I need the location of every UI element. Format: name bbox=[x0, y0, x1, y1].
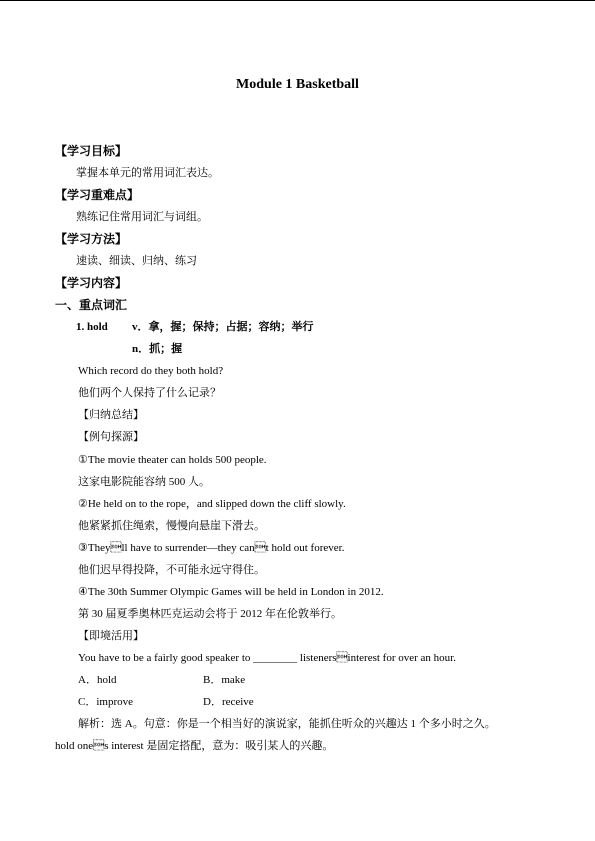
summary-label: 【归纳总结】 bbox=[78, 409, 144, 421]
heading-method: 【学习方法】 bbox=[55, 232, 128, 246]
vocab-entry-hold bbox=[76, 320, 314, 334]
heading-key-vocabulary: 一、重点词汇 bbox=[55, 298, 128, 312]
method-text: 速读、细读、归纳、练习 bbox=[76, 255, 197, 267]
document-title: Module 1 Basketball bbox=[236, 77, 359, 92]
analysis-line-2: hold ones interest 是固定搭配，意为：吸引某人的兴趣。 bbox=[55, 740, 334, 752]
option-a: A．hold bbox=[78, 674, 117, 686]
example-2-en: ②He held on to the rope，and slipped down the cliff slowly. bbox=[78, 498, 346, 510]
vocab-verb-meaning: v．拿，握；保持；占据；容纳；举行 bbox=[132, 321, 314, 333]
option-c: C．improve bbox=[78, 696, 133, 708]
heading-learning-goal: 【学习目标】 bbox=[55, 144, 128, 158]
practice-label: 【即境活用】 bbox=[78, 630, 144, 642]
heading-key-points: 【学习重难点】 bbox=[55, 188, 140, 202]
example-sentence-zh: 他们两个人保持了什么记录？ bbox=[78, 387, 221, 399]
key-points-text: 熟练记住常用词汇与词组。 bbox=[76, 211, 208, 223]
example-4-en: ④The 30th Summer Olympic Games will be held in London in 2012. bbox=[78, 586, 384, 598]
vocab-word: 1. hold bbox=[76, 321, 108, 333]
example-1-zh: 这家电影院能容纳 500 人。 bbox=[78, 476, 210, 488]
learning-goal-text: 掌握本单元的常用词汇表达。 bbox=[76, 167, 219, 179]
explore-label: 【例句探源】 bbox=[78, 431, 144, 443]
vocab-noun-meaning: n．抓；握 bbox=[132, 343, 183, 355]
example-1-en: ①The movie theater can holds 500 people. bbox=[78, 454, 267, 466]
analysis-line-1: 解析：选 A。句意：你是一个相当好的演说家，能抓住听众的兴趣达 1 个多小时之久。 bbox=[78, 718, 496, 730]
option-b: B．make bbox=[203, 674, 246, 686]
example-4-zh: 第 30 届夏季奥林匹克运动会将于 2012 年在伦敦举行。 bbox=[78, 608, 342, 620]
example-sentence-en: Which record do they both hold? bbox=[78, 365, 224, 377]
option-d: D．receive bbox=[203, 696, 254, 708]
example-2-zh: 他紧紧抓住绳索，慢慢向悬崖下滑去。 bbox=[78, 520, 265, 532]
top-rule bbox=[0, 0, 595, 1]
example-3-zh: 他们迟早得投降，不可能永远守得住。 bbox=[78, 564, 265, 576]
practice-question: You have to be a fairly good speaker to ________ listenersinterest for over an hour. bbox=[78, 652, 456, 664]
example-3-en: ③Theyll have to surrender—they cant hold out forever. bbox=[78, 542, 345, 554]
heading-content: 【学习内容】 bbox=[55, 276, 128, 290]
